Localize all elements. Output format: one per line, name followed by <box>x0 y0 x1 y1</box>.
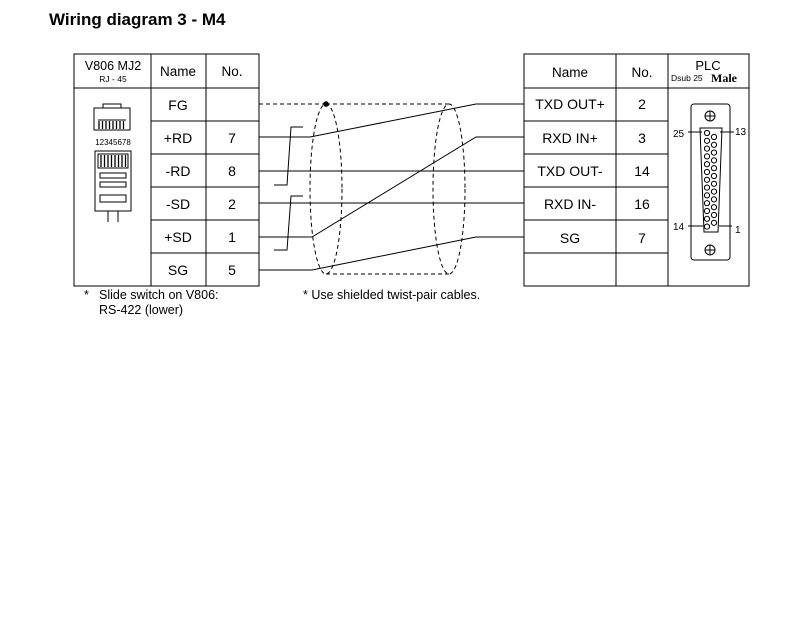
left-connector-table <box>74 54 259 286</box>
shield-ellipse-right <box>433 104 465 274</box>
dsub-pin <box>711 181 716 186</box>
wire-plus-rd-to-txd-out-plus <box>310 104 524 137</box>
dsub-pin <box>711 142 716 147</box>
left-header-no: No. <box>221 64 243 79</box>
wire-sg <box>259 237 524 270</box>
diagram-title: Wiring diagram 3 - M4 <box>49 10 226 29</box>
rj45-plug-icon <box>95 151 131 222</box>
right-row-name: TXD OUT+ <box>535 96 605 112</box>
left-row-no: 5 <box>228 262 236 278</box>
dsub-pin <box>711 173 716 178</box>
dsub-pin <box>704 185 709 190</box>
left-row-name: SG <box>167 262 189 278</box>
dsub-pin <box>711 197 716 202</box>
wire-plus-sd-to-rxd-in-plus <box>259 137 524 237</box>
dsub-pin <box>711 150 716 155</box>
left-connector-type: RJ - 45 <box>99 74 127 84</box>
twist-mark-rd <box>274 127 303 185</box>
left-connector-model: V806 MJ2 <box>84 59 142 73</box>
note-asterisk: * <box>84 288 89 302</box>
dsub-pin <box>704 216 709 221</box>
dsub-pin-1-label: 1 <box>735 225 741 236</box>
right-row-name: RXD IN+ <box>542 130 598 146</box>
left-header-name: Name <box>159 64 197 79</box>
shield-ellipse-left <box>310 104 342 274</box>
dsub-pin <box>711 134 716 139</box>
mounting-screw-icon <box>705 111 715 121</box>
right-row-no: 3 <box>638 130 646 146</box>
right-row-no: 2 <box>638 96 646 112</box>
mounting-screw-icon <box>705 245 715 255</box>
right-row-no: 14 <box>634 163 650 179</box>
dsub-pin <box>711 189 716 194</box>
left-row-name: -RD <box>165 163 191 179</box>
left-row-name: +RD <box>163 130 193 146</box>
slide-switch-note-line2: RS-422 (lower) <box>99 303 184 317</box>
right-row-name: TXD OUT- <box>537 163 603 179</box>
left-row-name: +SD <box>164 229 192 245</box>
dsub-pin-25-label: 25 <box>673 129 685 140</box>
wiring <box>259 101 524 274</box>
left-row-no: 8 <box>228 163 236 179</box>
dsub25-connector-icon <box>688 104 734 260</box>
right-row-name: RXD IN- <box>543 196 597 212</box>
slide-switch-note <box>84 288 219 318</box>
dsub-pin <box>704 154 709 159</box>
gender-label: Male <box>711 71 737 85</box>
cable-note: * Use shielded twist-pair cables. <box>303 288 481 302</box>
plc-label: PLC <box>695 58 721 73</box>
dsub-pin <box>704 224 709 229</box>
dsub-pin-13-label: 13 <box>735 127 747 138</box>
left-row-name: FG <box>168 97 188 113</box>
dsub-pin <box>704 208 709 213</box>
dsub-pin <box>711 158 716 163</box>
dsub-pin <box>704 130 709 135</box>
dsub-pin <box>704 177 709 182</box>
dsub-pin <box>711 205 716 210</box>
right-header-no: No. <box>631 65 653 80</box>
left-row-no: 7 <box>228 130 236 146</box>
right-row-no: 16 <box>634 196 650 212</box>
right-row-no: 7 <box>638 230 646 246</box>
right-header-name: Name <box>551 65 589 80</box>
slide-switch-note-line1: Slide switch on V806: <box>99 288 219 302</box>
dsub-pin <box>704 162 709 167</box>
rj45-socket-icon <box>94 104 130 130</box>
dsub-pin-14-label: 14 <box>673 222 685 233</box>
dsub-pin <box>711 220 716 225</box>
dsub-pin <box>704 201 709 206</box>
dsub-pin <box>711 212 716 217</box>
left-row-no: 1 <box>228 229 236 245</box>
left-row-no: 2 <box>228 196 236 212</box>
rj45-pin-numbers: 12345678 <box>95 138 131 147</box>
twist-mark-sd <box>274 196 303 250</box>
left-row-name: -SD <box>165 196 191 212</box>
right-row-name: SG <box>559 230 581 246</box>
dsub-pins <box>704 130 716 229</box>
dsub-label: Dsub 25 <box>671 73 703 83</box>
dsub-pin <box>704 193 709 198</box>
dsub-pin <box>704 146 709 151</box>
dsub-pin <box>711 166 716 171</box>
dsub-pin <box>704 169 709 174</box>
dsub-pin <box>704 138 709 143</box>
